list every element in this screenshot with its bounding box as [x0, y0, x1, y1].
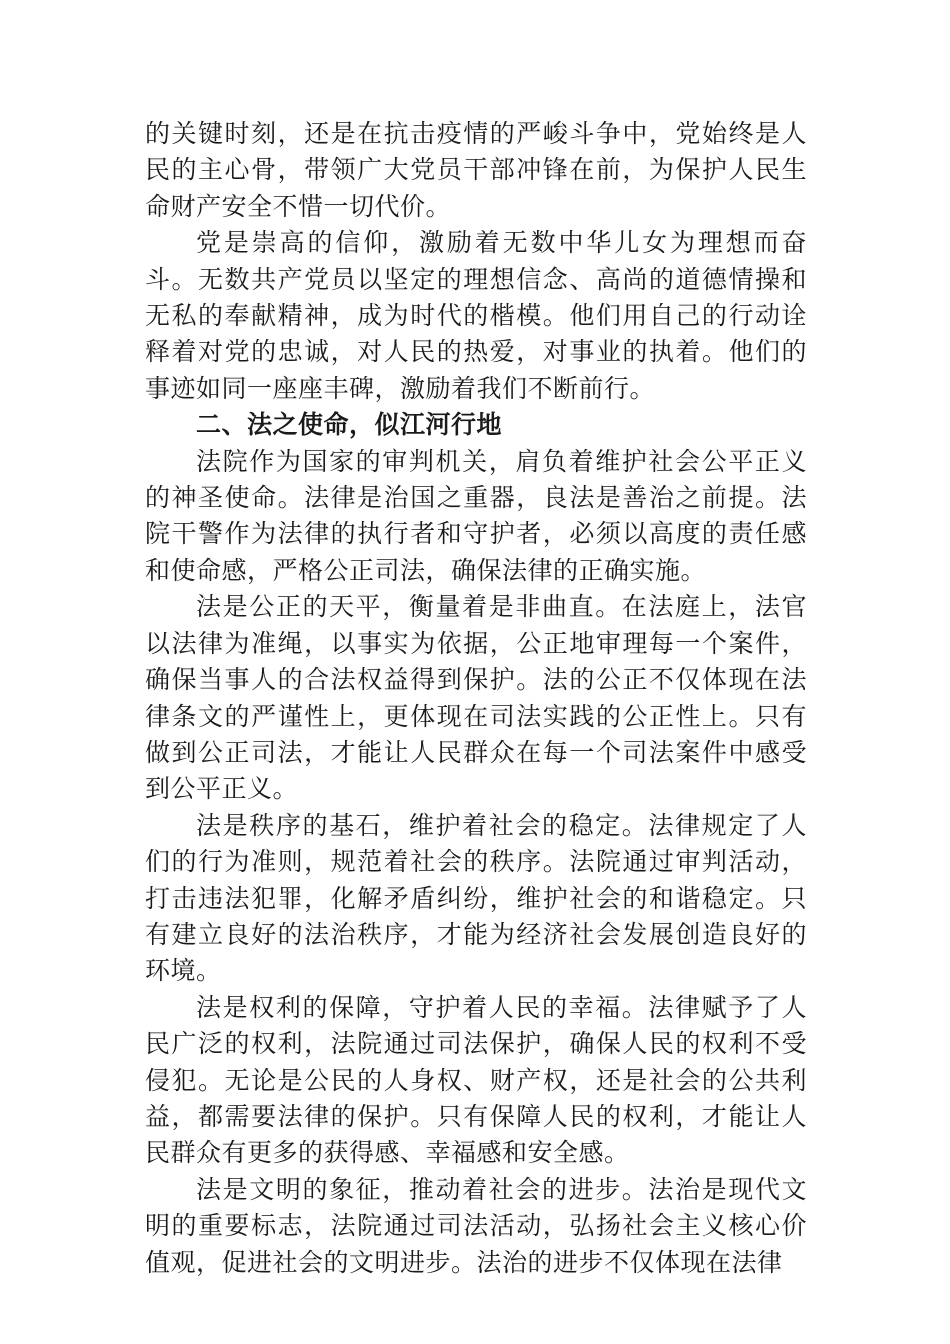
paragraph-law-rights: 法是权利的保障，守护着人民的幸福。法律赋予了人民广泛的权利，法院通过司法保护，确保人民的权利不受侵犯。无论是公民的人身权、财产权，还是社会的公共利益，都需要法律的保护。只有保障人民的权利，才能让人民群众有更多的获得感、幸福感和安全感。: [145, 992, 807, 1168]
paragraph-party-belief: 党是崇高的信仰，激励着无数中华儿女为理想而奋斗。无数共产党员以坚定的理想信念、高尚的道德情操和无私的奉献精神，成为时代的楷模。他们用自己的行动诠释着对党的忠诚，对人民的热爱，对事业的执着。他们的事迹如同一座座丰碑，激励着我们不断前行。: [145, 228, 807, 403]
paragraph-continuation: 的关键时刻，还是在抗击疫情的严峻斗争中，党始终是人民的主心骨，带领广大党员干部冲锋在前，为保护人民生命财产安全不惜一切代价。: [145, 119, 807, 221]
paragraph-law-civilization: 法是文明的象征，推动着社会的进步。法治是现代文明的重要标志，法院通过司法活动，弘扬社会主义核心价值观，促进社会的文明进步。法治的进步不仅体现在法律: [145, 1174, 807, 1277]
paragraph-court-mission: 法院作为国家的审判机关，肩负着维护社会公平正义的神圣使命。法律是治国之重器，良法是善治之前提。法院干警作为法律的执行者和守护者，必须以高度的责任感和使命感，严格公正司法，确保法律的正确实施。: [145, 446, 807, 585]
section-heading: 二、法之使命，似江河行地: [196, 410, 503, 440]
paragraph-law-justice: 法是公正的天平，衡量着是非曲直。在法庭上，法官以法律为准绳，以事实为依据，公正地审理每一个案件，确保当事人的合法权益得到保护。法的公正不仅体现在法律条文的严谨性上，更体现在司法实践的公正性上。只有做到公正司法，才能让人民群众在每一个司法案件中感受到公平正义。: [145, 592, 807, 804]
document-body: [145, 116, 807, 1281]
paragraph-law-order: 法是秩序的基石，维护着社会的稳定。法律规定了人们的行为准则，规范着社会的秩序。法院通过审判活动，打击违法犯罪，化解矛盾纠纷，维护社会的和谐稳定。只有建立良好的法治秩序，才能为经济社会发展创造良好的环境。: [145, 810, 807, 986]
